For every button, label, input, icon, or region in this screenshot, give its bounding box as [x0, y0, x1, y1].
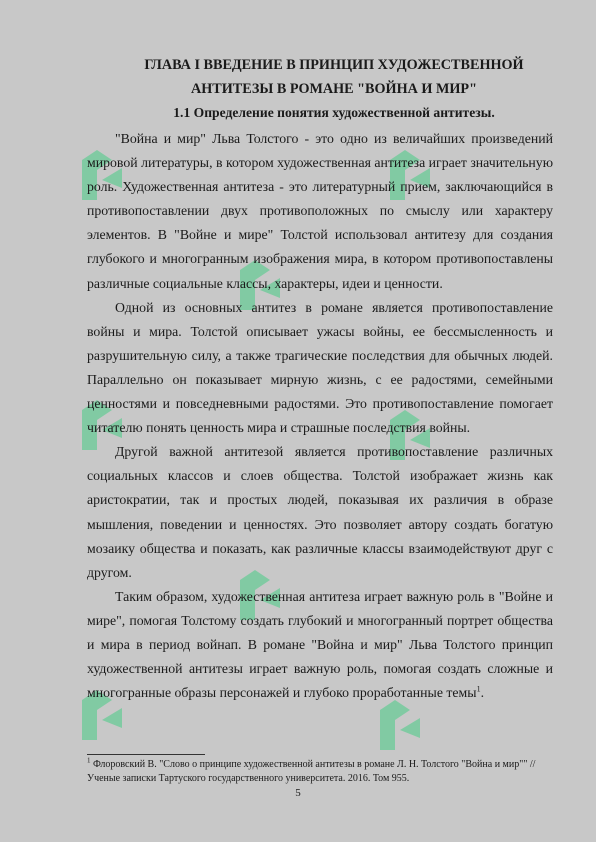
- chapter-title: [120, 53, 548, 101]
- chapter-title-line-1: ГЛАВА I ВВЕДЕНИЕ В ПРИНЦИП ХУДОЖЕСТВЕННОЙ: [144, 57, 524, 73]
- footnote-text: Флоровский В. "Слово о принципе художественной антитезы в романе Л. Н. Толстого "Война и мир"" // Ученые записки Тартуского государственного университета. 2016. Том 955.: [87, 759, 536, 784]
- section-title: 1.1 Определение понятия художественной антитезы.: [173, 105, 495, 120]
- paragraph: Одной из основных антитез в романе является противопоставление войны и мира. Толстой описывает ужасы войны, ее бессмысленность и разрушительную силу, а также трагические последствия для обычных людей. Параллельно он показывает мирную жизнь, с ее радостями, семейными ценностями и повседневными радостями. Это противопоставление помогает читателю понять ценность мира и страшные последствия войны.: [87, 299, 553, 436]
- footnote: [87, 758, 555, 785]
- paragraph: "Война и мир" Льва Толстого - это одно из величайших произведений мировой литературы, в котором художественная антитеза играет значительную роль. Художественная антитеза - это литературный прием, заключающийся в противопоставлении двух противоположных по смыслу или характеру элементов. В "Войне и мире" Толстой использовал антитезу для создания глубокого и многогранным изображения мира, в котором противопоставлены различные социальные классы, характеры, идеи и ценности.: [87, 131, 553, 291]
- footnote-mark: 1: [87, 756, 91, 765]
- body-text: [87, 127, 553, 705]
- chapter-title-line-2: АНТИТЕЗЫ В РОМАНЕ "ВОЙНА И МИР": [191, 81, 477, 97]
- paragraph-last: Таким образом, художественная антитеза играет важную роль в "Войне и мире", помогая Толстому создать глубокий и многогранный портрет общества и мира в период войнап. В романе "Война и мир" Льва Толстого принцип художественной антитезы играет важную роль, помогая создать сложные и многогранные образы персонажей и глубоко проработанные темы$^1$.: [87, 588, 553, 701]
- paragraph: Другой важной антитезой является противопоставление различных социальных классов и слоев общества. Толстой изображает жизнь как аристократии, так и простых людей, показывая их различия в образе мышления, поведении и ценностях. Это позволяет автору создать богатую мозаику общества и показать, как различные классы взаимодействуют друг с другом.: [87, 444, 553, 580]
- paragraph-text: Таким образом, художественная антитеза играет важную роль в "Войне и мире", помогая Толстому создать глубокий и многогранный портрет общества и мира в период войнап. В романе "Война и мир" Льва Толстого принцип художественной антитезы играет важную роль, помогая создать сложные и многогранные образы персонажей и глубоко проработанные темы: [87, 588, 553, 701]
- page-number: 5: [295, 787, 301, 799]
- footnote-reference[interactable]: 1: [476, 684, 481, 694]
- footnote-separator: [87, 754, 205, 755]
